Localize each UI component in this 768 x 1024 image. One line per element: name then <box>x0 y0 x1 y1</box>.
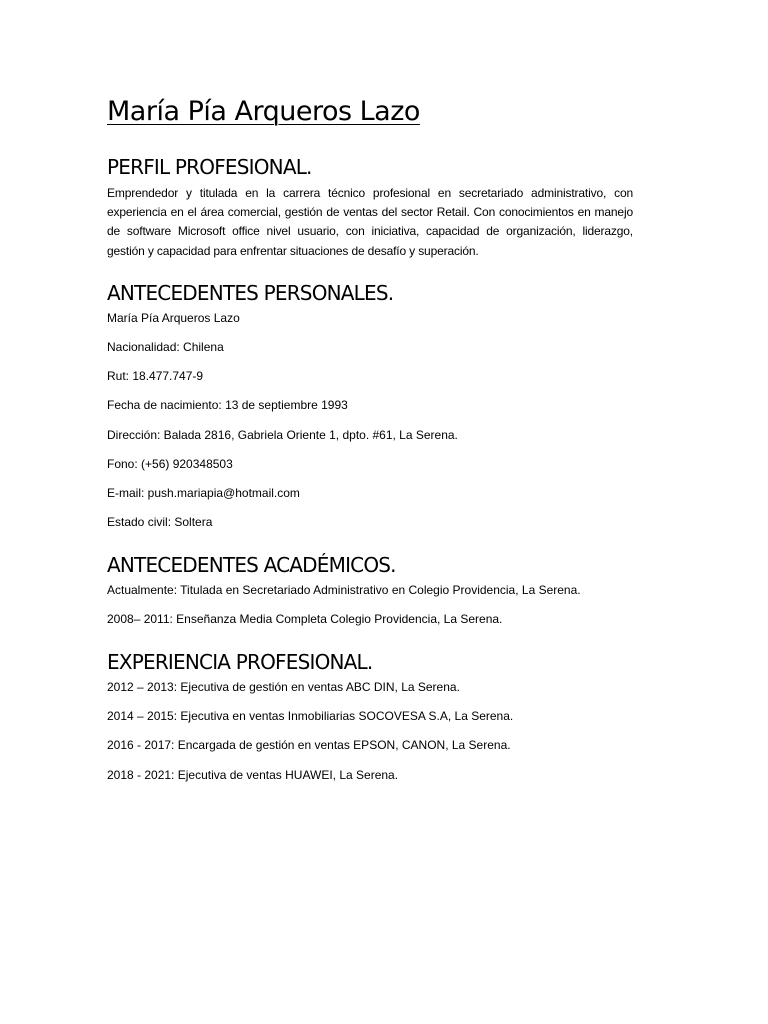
experience-entry: 2018 - 2021: Ejecutiva de ventas HUAWEI, La Serena. <box>107 768 399 782</box>
experience-entry: 2016 - 2017: Encargada de gestión en ventas EPSON, CANON, La Serena. <box>107 738 511 752</box>
experience-heading: EXPERIENCIA PROFESIONAL. <box>107 650 373 674</box>
personal-birth-date: Fecha de nacimiento: 13 de septiembre 1993 <box>107 398 348 412</box>
profile-heading: PERFIL PROFESIONAL. <box>107 155 312 179</box>
personal-email: E-mail: push.mariapia@hotmail.com <box>107 486 300 500</box>
personal-full-name: María Pía Arqueros Lazo <box>107 311 240 325</box>
personal-heading: ANTECEDENTES PERSONALES. <box>107 281 394 305</box>
academic-entry: 2008– 2011: Enseñanza Media Completa Colegio Providencia, La Serena. <box>107 612 503 626</box>
experience-entry: 2012 – 2013: Ejecutiva de gestión en ventas ABC DIN, La Serena. <box>107 680 460 694</box>
personal-civil-status: Estado civil: Soltera <box>107 515 213 529</box>
candidate-name: María Pía Arqueros Lazo <box>107 96 420 127</box>
experience-entry: 2014 – 2015: Ejecutiva en ventas Inmobiliarias SOCOVESA S.A, La Serena. <box>107 709 514 723</box>
academic-entry: Actualmente: Titulada en Secretariado Administrativo en Colegio Providencia, La Serena. <box>107 583 581 597</box>
academic-heading: ANTECEDENTES ACADÉMICOS. <box>107 553 396 577</box>
personal-address: Dirección: Balada 2816, Gabriela Oriente 1, dpto. #61, La Serena. <box>107 428 458 442</box>
personal-rut: Rut: 18.477.747-9 <box>107 369 204 383</box>
personal-phone: Fono: (+56) 920348503 <box>107 457 233 471</box>
profile-text: Emprendedor y titulada en la carrera técnico profesional en secretariado administrativo, con experiencia en el área comercial, gestión de ventas del sector Retail. Con conocimientos en manejo de software Microsoft office nivel usuario, con iniciativa, capacidad de organización, liderazgo, gestión y capacidad para enfrentar situaciones de desafío y superación. <box>107 186 633 258</box>
personal-nationality: Nacionalidad: Chilena <box>107 340 224 354</box>
